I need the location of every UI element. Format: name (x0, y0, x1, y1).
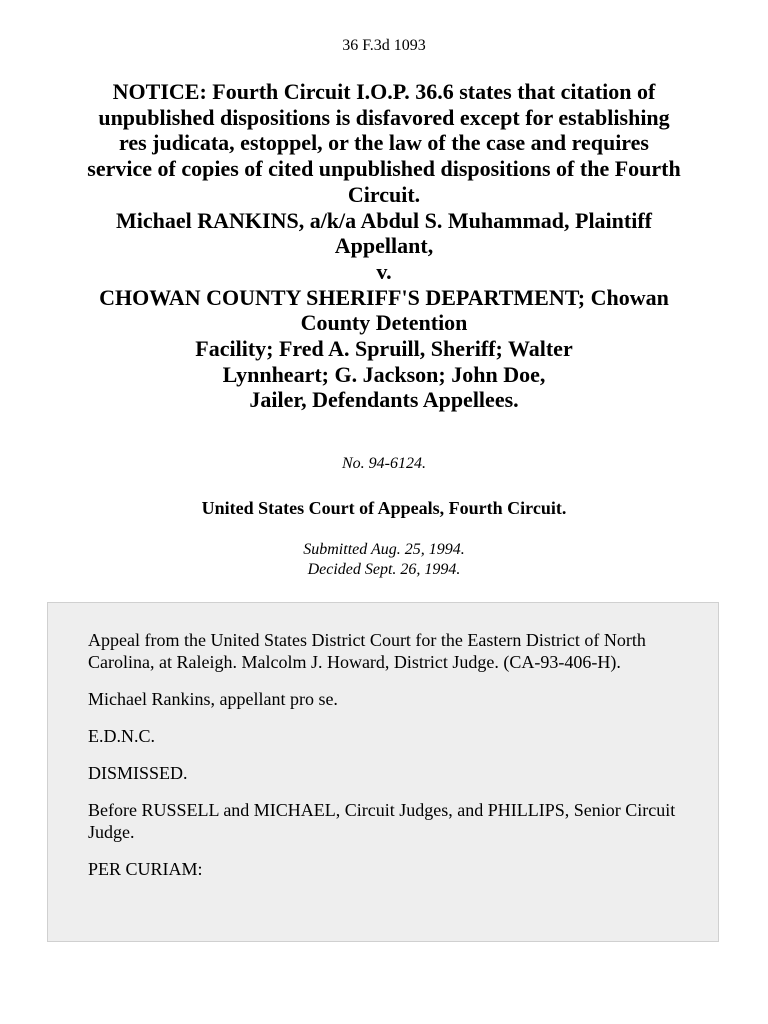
defendant-line-5: Jailer, Defendants Appellees. (249, 387, 519, 413)
per-curiam-text: PER CURIAM: (88, 859, 203, 879)
plaintiff-line-2: Appellant, (334, 233, 434, 259)
plaintiff-line-1: Michael RANKINS, a/k/a Abdul S. Muhammad, Plaintiff (115, 207, 652, 233)
versus: v. (376, 258, 392, 284)
reporter-citation: 36 F.3d 1093 (342, 37, 426, 54)
court-name: United States Court of Appeals, Fourth Circuit. (201, 498, 567, 518)
disposition-text: DISMISSED. (88, 763, 188, 783)
notice-line-1: NOTICE: Fourth Circuit I.O.P. 36.6 states that citation of (112, 79, 656, 104)
decision-dates (0, 540, 768, 580)
case-title (40, 79, 728, 413)
docket-number: No. 94-6124. (342, 455, 426, 472)
notice-line-5: Circuit. (347, 181, 421, 207)
appeal-from-text: Appeal from the United States District Court for the Eastern District of North Carolina, at Raleigh. Malcolm J. Howard, District Judge. (CA-93-406-H). (88, 630, 646, 672)
notice-line-4: service of copies of cited unpublished dispositions of the Fourth (87, 156, 681, 182)
decided-date: Decided Sept. 26, 1994. (307, 561, 461, 578)
counsel-text: Michael Rankins, appellant pro se. (88, 689, 338, 709)
panel-text: Before RUSSELL and MICHAEL, Circuit Judges, and PHILLIPS, Senior Circuit Judge. (88, 800, 676, 842)
submitted-date: Submitted Aug. 25, 1994. (303, 541, 465, 558)
lower-court-text: E.D.N.C. (88, 726, 155, 746)
defendant-line-4: Lynnheart; G. Jackson; John Doe, (222, 361, 546, 387)
synopsis-box (47, 602, 719, 942)
notice-line-3: res judicata, estoppel, or the law of the case and requires (118, 130, 649, 156)
defendant-line-2: County Detention (300, 310, 468, 336)
notice-line-2: unpublished dispositions is disfavored except for establishing (98, 104, 670, 130)
defendant-line-1: CHOWAN COUNTY SHERIFF'S DEPARTMENT; Chowan (99, 284, 669, 310)
defendant-line-3: Facility; Fred A. Spruill, Sheriff; Walter (195, 336, 573, 362)
